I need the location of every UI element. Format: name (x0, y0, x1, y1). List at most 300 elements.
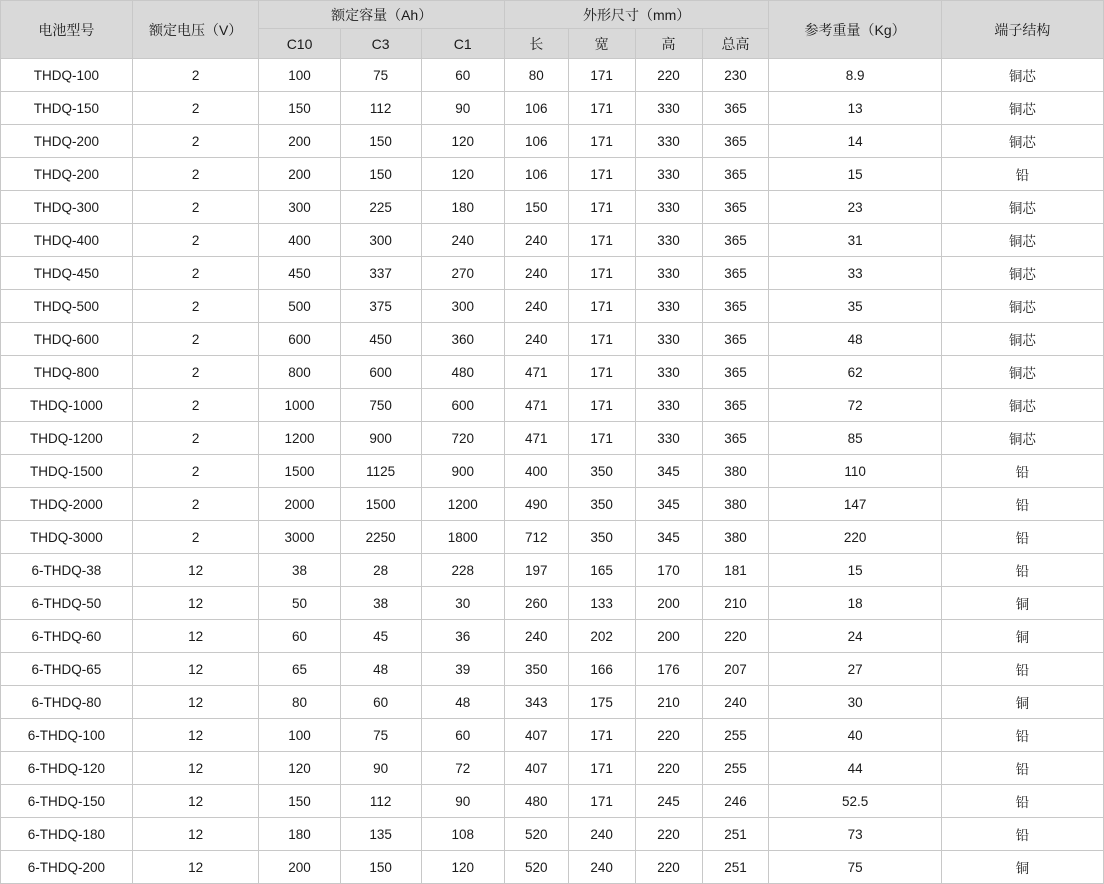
cell-width: 133 (568, 587, 635, 620)
cell-voltage: 2 (132, 224, 259, 257)
cell-total-height: 365 (702, 125, 769, 158)
cell-terminal: 铅 (941, 752, 1103, 785)
cell-total-height: 365 (702, 191, 769, 224)
cell-voltage: 2 (132, 488, 259, 521)
cell-model: THDQ-800 (1, 356, 133, 389)
cell-length: 400 (504, 455, 568, 488)
table-row (1, 521, 1104, 554)
cell-c10: 50 (259, 587, 340, 620)
table-row (1, 554, 1104, 587)
cell-terminal: 铜芯 (941, 59, 1103, 92)
cell-terminal: 铅 (941, 818, 1103, 851)
cell-c3: 150 (340, 158, 421, 191)
cell-c1: 60 (421, 59, 504, 92)
cell-weight: 27 (769, 653, 941, 686)
cell-c3: 150 (340, 851, 421, 884)
cell-width: 350 (568, 455, 635, 488)
cell-c10: 150 (259, 785, 340, 818)
header-row-top (1, 1, 1104, 29)
cell-width: 171 (568, 257, 635, 290)
cell-voltage: 12 (132, 620, 259, 653)
table-body (1, 59, 1104, 884)
cell-c3: 28 (340, 554, 421, 587)
cell-c1: 720 (421, 422, 504, 455)
cell-length: 471 (504, 356, 568, 389)
cell-total-height: 365 (702, 422, 769, 455)
cell-length: 240 (504, 620, 568, 653)
cell-terminal: 铅 (941, 554, 1103, 587)
cell-height: 330 (635, 92, 702, 125)
cell-c1: 120 (421, 851, 504, 884)
cell-total-height: 246 (702, 785, 769, 818)
cell-c3: 2250 (340, 521, 421, 554)
cell-weight: 73 (769, 818, 941, 851)
cell-model: THDQ-400 (1, 224, 133, 257)
cell-length: 106 (504, 125, 568, 158)
cell-model: 6-THDQ-50 (1, 587, 133, 620)
table-row (1, 257, 1104, 290)
table-row (1, 587, 1104, 620)
header-voltage: 额定电压（V） (132, 1, 259, 59)
cell-total-height: 380 (702, 455, 769, 488)
cell-width: 171 (568, 422, 635, 455)
cell-length: 480 (504, 785, 568, 818)
cell-height: 345 (635, 521, 702, 554)
cell-c10: 65 (259, 653, 340, 686)
cell-c1: 48 (421, 686, 504, 719)
cell-total-height: 220 (702, 620, 769, 653)
table-row (1, 191, 1104, 224)
cell-c1: 228 (421, 554, 504, 587)
header-capacity-group: 额定容量（Ah） (259, 1, 504, 29)
header-total-height: 总高 (702, 29, 769, 59)
cell-width: 171 (568, 191, 635, 224)
cell-c1: 108 (421, 818, 504, 851)
cell-weight: 110 (769, 455, 941, 488)
cell-c10: 2000 (259, 488, 340, 521)
cell-width: 171 (568, 125, 635, 158)
cell-c1: 180 (421, 191, 504, 224)
cell-c1: 480 (421, 356, 504, 389)
cell-height: 330 (635, 191, 702, 224)
cell-total-height: 210 (702, 587, 769, 620)
cell-weight: 52.5 (769, 785, 941, 818)
table-row (1, 488, 1104, 521)
cell-c10: 450 (259, 257, 340, 290)
cell-terminal: 铜芯 (941, 422, 1103, 455)
cell-c10: 120 (259, 752, 340, 785)
cell-length: 260 (504, 587, 568, 620)
cell-total-height: 230 (702, 59, 769, 92)
cell-length: 520 (504, 851, 568, 884)
cell-weight: 8.9 (769, 59, 941, 92)
cell-length: 350 (504, 653, 568, 686)
cell-total-height: 365 (702, 158, 769, 191)
cell-weight: 48 (769, 323, 941, 356)
table-row (1, 356, 1104, 389)
cell-voltage: 2 (132, 422, 259, 455)
table-row (1, 653, 1104, 686)
cell-terminal: 铜芯 (941, 224, 1103, 257)
cell-voltage: 2 (132, 290, 259, 323)
cell-c1: 240 (421, 224, 504, 257)
header-c3: C3 (340, 29, 421, 59)
cell-c3: 112 (340, 785, 421, 818)
cell-length: 712 (504, 521, 568, 554)
cell-length: 471 (504, 422, 568, 455)
cell-width: 240 (568, 818, 635, 851)
cell-model: THDQ-100 (1, 59, 133, 92)
cell-weight: 35 (769, 290, 941, 323)
cell-total-height: 365 (702, 290, 769, 323)
cell-voltage: 2 (132, 191, 259, 224)
cell-width: 165 (568, 554, 635, 587)
cell-c1: 1200 (421, 488, 504, 521)
cell-c1: 1800 (421, 521, 504, 554)
table-row (1, 125, 1104, 158)
cell-c10: 38 (259, 554, 340, 587)
table-row (1, 818, 1104, 851)
cell-weight: 18 (769, 587, 941, 620)
cell-height: 330 (635, 158, 702, 191)
cell-model: THDQ-150 (1, 92, 133, 125)
cell-c10: 60 (259, 620, 340, 653)
cell-total-height: 181 (702, 554, 769, 587)
cell-length: 150 (504, 191, 568, 224)
cell-width: 350 (568, 488, 635, 521)
table-row (1, 620, 1104, 653)
cell-width: 240 (568, 851, 635, 884)
cell-length: 407 (504, 752, 568, 785)
cell-terminal: 铜芯 (941, 125, 1103, 158)
cell-weight: 15 (769, 158, 941, 191)
cell-height: 330 (635, 125, 702, 158)
cell-voltage: 12 (132, 554, 259, 587)
cell-model: THDQ-300 (1, 191, 133, 224)
cell-length: 520 (504, 818, 568, 851)
cell-c3: 150 (340, 125, 421, 158)
cell-weight: 14 (769, 125, 941, 158)
cell-weight: 23 (769, 191, 941, 224)
cell-terminal: 铜芯 (941, 191, 1103, 224)
cell-height: 330 (635, 323, 702, 356)
cell-c3: 48 (340, 653, 421, 686)
cell-c3: 90 (340, 752, 421, 785)
cell-height: 330 (635, 290, 702, 323)
cell-total-height: 380 (702, 521, 769, 554)
cell-model: THDQ-1200 (1, 422, 133, 455)
cell-height: 330 (635, 257, 702, 290)
cell-height: 170 (635, 554, 702, 587)
cell-width: 171 (568, 785, 635, 818)
cell-total-height: 251 (702, 818, 769, 851)
cell-c1: 36 (421, 620, 504, 653)
cell-total-height: 365 (702, 92, 769, 125)
cell-width: 171 (568, 224, 635, 257)
cell-total-height: 380 (702, 488, 769, 521)
cell-c10: 100 (259, 719, 340, 752)
cell-terminal: 铜芯 (941, 389, 1103, 422)
cell-terminal: 铅 (941, 455, 1103, 488)
cell-weight: 147 (769, 488, 941, 521)
cell-model: THDQ-1500 (1, 455, 133, 488)
cell-weight: 44 (769, 752, 941, 785)
cell-voltage: 2 (132, 521, 259, 554)
cell-total-height: 365 (702, 389, 769, 422)
cell-voltage: 2 (132, 356, 259, 389)
cell-terminal: 铜 (941, 587, 1103, 620)
cell-height: 345 (635, 488, 702, 521)
cell-c3: 38 (340, 587, 421, 620)
cell-model: 6-THDQ-38 (1, 554, 133, 587)
cell-voltage: 2 (132, 59, 259, 92)
cell-c1: 30 (421, 587, 504, 620)
cell-voltage: 2 (132, 92, 259, 125)
cell-terminal: 铜 (941, 851, 1103, 884)
cell-voltage: 2 (132, 125, 259, 158)
cell-height: 220 (635, 752, 702, 785)
cell-c1: 90 (421, 785, 504, 818)
cell-c3: 450 (340, 323, 421, 356)
cell-model: 6-THDQ-180 (1, 818, 133, 851)
cell-c1: 60 (421, 719, 504, 752)
table-row (1, 323, 1104, 356)
table-row (1, 158, 1104, 191)
cell-height: 210 (635, 686, 702, 719)
cell-model: 6-THDQ-200 (1, 851, 133, 884)
table-row (1, 719, 1104, 752)
table-row (1, 752, 1104, 785)
cell-terminal: 铜芯 (941, 257, 1103, 290)
cell-c3: 600 (340, 356, 421, 389)
cell-voltage: 12 (132, 818, 259, 851)
cell-total-height: 255 (702, 752, 769, 785)
cell-c3: 1500 (340, 488, 421, 521)
cell-c3: 75 (340, 59, 421, 92)
table-row (1, 686, 1104, 719)
table-row (1, 224, 1104, 257)
cell-height: 330 (635, 422, 702, 455)
cell-c1: 120 (421, 158, 504, 191)
table-row (1, 389, 1104, 422)
cell-model: 6-THDQ-120 (1, 752, 133, 785)
cell-total-height: 240 (702, 686, 769, 719)
table-header (1, 1, 1104, 59)
cell-height: 330 (635, 224, 702, 257)
cell-width: 171 (568, 158, 635, 191)
cell-voltage: 12 (132, 851, 259, 884)
cell-c1: 300 (421, 290, 504, 323)
cell-c1: 270 (421, 257, 504, 290)
cell-c1: 90 (421, 92, 504, 125)
cell-c10: 200 (259, 851, 340, 884)
cell-voltage: 2 (132, 455, 259, 488)
cell-total-height: 207 (702, 653, 769, 686)
table-row (1, 290, 1104, 323)
cell-voltage: 2 (132, 257, 259, 290)
cell-c3: 45 (340, 620, 421, 653)
cell-model: THDQ-1000 (1, 389, 133, 422)
header-height: 高 (635, 29, 702, 59)
cell-model: THDQ-200 (1, 125, 133, 158)
cell-c1: 39 (421, 653, 504, 686)
cell-c3: 375 (340, 290, 421, 323)
cell-width: 171 (568, 290, 635, 323)
cell-width: 175 (568, 686, 635, 719)
cell-width: 171 (568, 389, 635, 422)
cell-terminal: 铜芯 (941, 323, 1103, 356)
header-terminal: 端子结构 (941, 1, 1103, 59)
cell-c1: 900 (421, 455, 504, 488)
header-width: 宽 (568, 29, 635, 59)
cell-terminal: 铜芯 (941, 92, 1103, 125)
cell-c10: 180 (259, 818, 340, 851)
cell-weight: 75 (769, 851, 941, 884)
cell-c3: 75 (340, 719, 421, 752)
cell-c3: 750 (340, 389, 421, 422)
cell-model: THDQ-500 (1, 290, 133, 323)
cell-c10: 200 (259, 125, 340, 158)
cell-weight: 31 (769, 224, 941, 257)
cell-total-height: 365 (702, 356, 769, 389)
header-c10: C10 (259, 29, 340, 59)
cell-weight: 30 (769, 686, 941, 719)
cell-width: 171 (568, 92, 635, 125)
cell-height: 345 (635, 455, 702, 488)
cell-width: 171 (568, 752, 635, 785)
cell-c3: 900 (340, 422, 421, 455)
cell-terminal: 铅 (941, 719, 1103, 752)
cell-height: 176 (635, 653, 702, 686)
cell-width: 171 (568, 323, 635, 356)
cell-width: 202 (568, 620, 635, 653)
cell-model: 6-THDQ-100 (1, 719, 133, 752)
cell-c1: 120 (421, 125, 504, 158)
header-c1: C1 (421, 29, 504, 59)
cell-height: 220 (635, 851, 702, 884)
cell-total-height: 251 (702, 851, 769, 884)
cell-height: 330 (635, 389, 702, 422)
cell-terminal: 铜 (941, 620, 1103, 653)
cell-c10: 400 (259, 224, 340, 257)
cell-voltage: 12 (132, 686, 259, 719)
cell-height: 245 (635, 785, 702, 818)
cell-voltage: 12 (132, 785, 259, 818)
cell-terminal: 铅 (941, 158, 1103, 191)
cell-model: THDQ-2000 (1, 488, 133, 521)
cell-c1: 72 (421, 752, 504, 785)
cell-total-height: 365 (702, 257, 769, 290)
cell-total-height: 365 (702, 323, 769, 356)
cell-voltage: 2 (132, 158, 259, 191)
cell-length: 490 (504, 488, 568, 521)
cell-length: 240 (504, 323, 568, 356)
cell-weight: 40 (769, 719, 941, 752)
table-row (1, 851, 1104, 884)
cell-height: 220 (635, 59, 702, 92)
table-row (1, 59, 1104, 92)
cell-c3: 337 (340, 257, 421, 290)
cell-voltage: 2 (132, 323, 259, 356)
cell-weight: 33 (769, 257, 941, 290)
cell-weight: 85 (769, 422, 941, 455)
cell-c10: 150 (259, 92, 340, 125)
cell-c3: 60 (340, 686, 421, 719)
cell-c10: 600 (259, 323, 340, 356)
table-row (1, 92, 1104, 125)
cell-voltage: 12 (132, 752, 259, 785)
cell-voltage: 12 (132, 653, 259, 686)
cell-model: THDQ-200 (1, 158, 133, 191)
cell-terminal: 铜芯 (941, 290, 1103, 323)
cell-c1: 360 (421, 323, 504, 356)
cell-terminal: 铜芯 (941, 356, 1103, 389)
table-row (1, 455, 1104, 488)
cell-weight: 13 (769, 92, 941, 125)
cell-length: 80 (504, 59, 568, 92)
cell-c10: 3000 (259, 521, 340, 554)
cell-c10: 80 (259, 686, 340, 719)
cell-weight: 62 (769, 356, 941, 389)
cell-length: 471 (504, 389, 568, 422)
cell-model: THDQ-600 (1, 323, 133, 356)
cell-terminal: 铅 (941, 785, 1103, 818)
cell-length: 197 (504, 554, 568, 587)
cell-height: 200 (635, 587, 702, 620)
cell-height: 330 (635, 356, 702, 389)
cell-length: 106 (504, 158, 568, 191)
cell-width: 171 (568, 59, 635, 92)
cell-voltage: 12 (132, 587, 259, 620)
cell-model: 6-THDQ-65 (1, 653, 133, 686)
cell-length: 240 (504, 224, 568, 257)
cell-total-height: 365 (702, 224, 769, 257)
cell-weight: 15 (769, 554, 941, 587)
cell-width: 166 (568, 653, 635, 686)
cell-model: THDQ-450 (1, 257, 133, 290)
cell-width: 350 (568, 521, 635, 554)
cell-c3: 1125 (340, 455, 421, 488)
cell-length: 240 (504, 257, 568, 290)
cell-c10: 200 (259, 158, 340, 191)
cell-c10: 100 (259, 59, 340, 92)
cell-width: 171 (568, 356, 635, 389)
cell-length: 343 (504, 686, 568, 719)
cell-c3: 112 (340, 92, 421, 125)
cell-c10: 500 (259, 290, 340, 323)
header-weight: 参考重量（Kg） (769, 1, 941, 59)
cell-height: 200 (635, 620, 702, 653)
cell-model: 6-THDQ-150 (1, 785, 133, 818)
cell-weight: 24 (769, 620, 941, 653)
cell-c3: 135 (340, 818, 421, 851)
cell-weight: 220 (769, 521, 941, 554)
cell-height: 220 (635, 818, 702, 851)
cell-height: 220 (635, 719, 702, 752)
cell-terminal: 铜 (941, 686, 1103, 719)
cell-c3: 225 (340, 191, 421, 224)
cell-terminal: 铅 (941, 653, 1103, 686)
cell-length: 240 (504, 290, 568, 323)
cell-c10: 1200 (259, 422, 340, 455)
cell-model: 6-THDQ-80 (1, 686, 133, 719)
header-model: 电池型号 (1, 1, 133, 59)
header-length: 长 (504, 29, 568, 59)
cell-voltage: 12 (132, 719, 259, 752)
cell-model: THDQ-3000 (1, 521, 133, 554)
cell-c10: 800 (259, 356, 340, 389)
cell-voltage: 2 (132, 389, 259, 422)
